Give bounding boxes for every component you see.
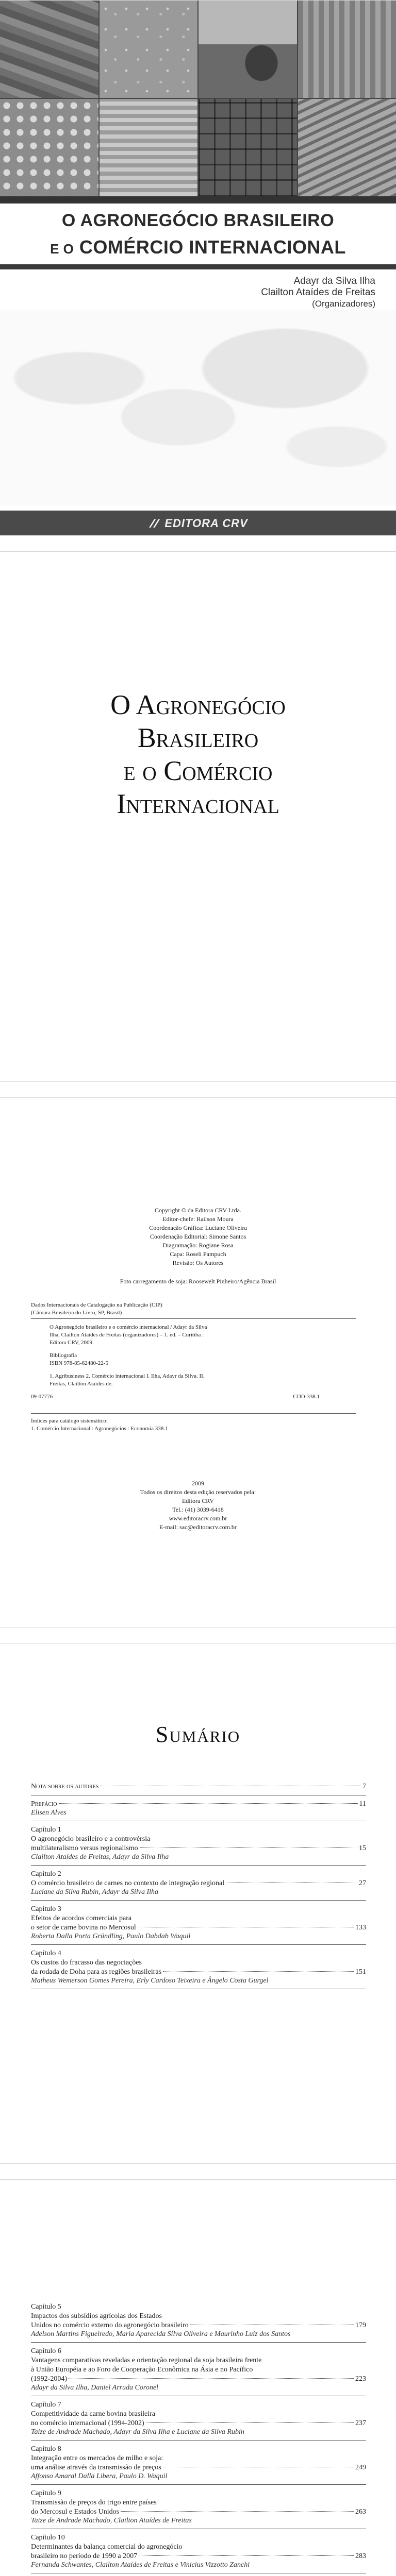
toc-entry-title: da rodada de Doha para as regiões brasileiras [31, 1968, 162, 1976]
catalog-number: 09-07776 [31, 1394, 53, 1400]
catalog-line: Ilha, Clailton Ataídes de Freitas (organizadores) – 1. ed. – Curitiba : [50, 1332, 204, 1338]
publisher-logo [0, 517, 396, 530]
toc-author: Taize de Andrade Machado, Clailton Ataídes de Freitas [31, 2517, 192, 2524]
cover-photo-cattle [199, 1, 297, 98]
cover-title-small-caps: E O [50, 241, 74, 257]
toc-entry-title: uma análise através da transmissão de preços [31, 2464, 161, 2471]
toc-page-number: 179 [355, 2321, 366, 2329]
toc-author: Adayr da Silva Ilha, Daniel Arruda Coronel [31, 2384, 158, 2392]
toc-entry[interactable] [31, 1778, 366, 1795]
publisher-email[interactable]: E-mail: sac@editoracrv.com.br [159, 1523, 237, 1531]
index-block [31, 1417, 340, 1433]
title-line-3: e o Comércio [123, 755, 273, 786]
toc-page-number: 249 [355, 2464, 366, 2471]
toc-author: Elisen Alves [31, 1809, 67, 1817]
title-page-heading [0, 688, 396, 820]
toc-entry-title: no comércio internacional (1994-2002) [31, 2419, 144, 2427]
cip-title: Dados Internacionais de Catalogação na Publicação (CIP) [31, 1302, 162, 1308]
toc-entry-title: brasileiro no período de 1990 a 2007 [31, 2552, 138, 2560]
toc-entry[interactable] [31, 1901, 366, 1945]
toc-page-number: 27 [359, 1879, 366, 1887]
world-map-background [0, 310, 396, 505]
isbn: ISBN 978-85-62480-22-5 [50, 1360, 108, 1366]
toc-chapter-label: Capítulo 7 [31, 2401, 61, 2409]
toc-entry-title: Integração entre os mercados de milho e soja: [31, 2454, 163, 2462]
cip-subtitle: (Câmara Brasileira do Livro, SP, Brasil) [31, 1310, 122, 1316]
credit-line: Coordenação Gráfica: Luciane Oliveira [149, 1224, 247, 1231]
toc-list [31, 1778, 366, 1989]
cover-photo-currency [0, 1, 98, 98]
toc-author: Clailton Ataídes de Freitas, Adayr da Silva Ilha [31, 1853, 169, 1861]
toc-author: Adelson Martins Figueiredo, Maria Aparecida Silva Oliveira e Maurinho Luiz dos Santos [31, 2330, 291, 2338]
book-cover [0, 0, 396, 536]
copyright-page [0, 1097, 396, 1628]
rights-notice: Todos os direitos desta edição reservados pela: [140, 1488, 256, 1496]
publication-year: 2009 [192, 1480, 204, 1487]
toc-page-number: 7 [362, 1783, 366, 1790]
index-rule [31, 1413, 356, 1414]
toc-entry-title: à União Européia e ao Foro de Cooperação Econômica na Ásia e no Pacífico [31, 2366, 253, 2374]
toc-entry-title: do Mercosul e Estados Unidos [31, 2508, 120, 2516]
toc-entry-title: O agronegócio brasileiro e a controvérsia [31, 1835, 151, 1843]
credit-line: Coordenação Editorial: Simone Santos [150, 1233, 246, 1240]
cover-authors [261, 276, 375, 310]
toc-entry[interactable] [31, 2396, 366, 2441]
author-1: Adayr da Silva Ilha [293, 276, 375, 286]
toc-entry-title: Competitividade da carne bovina brasileira [31, 2410, 156, 2418]
cover-title-line-1: O AGRONEGÓCIO BRASILEIRO [61, 211, 335, 230]
publisher-phone: Tel.: (41) 3039-6418 [172, 1506, 224, 1513]
cover-top-bar [0, 196, 396, 204]
cover-photo-container [199, 99, 297, 196]
toc-entry[interactable] [31, 2343, 366, 2396]
toc-line [31, 2507, 366, 2517]
toc-chapter-label: Capítulo 10 [31, 2534, 65, 2541]
toc-entry-title: O comércio brasileiro de carnes no contexto de integração regional [31, 1879, 225, 1887]
toc-entry-title: Efeitos de acordos comerciais para [31, 1914, 132, 1922]
toc-chapter-label: Capítulo 2 [31, 1870, 61, 1878]
toc-page-number: 283 [355, 2552, 366, 2560]
author-2: Clailton Ataídes de Freitas [261, 287, 375, 298]
toc-page-number: 263 [355, 2508, 366, 2516]
toc-author: Taize de Andrade Machado, Adayr da Silva Ilha e Luciane da Silva Rubin [31, 2428, 244, 2436]
toc-entry-title: Unidos no comércio externo do agronegócio brasileiro [31, 2321, 189, 2329]
cover-title-line-2 [0, 236, 396, 258]
summary-continued-page [0, 2179, 396, 2576]
toc-entry[interactable] [31, 2298, 366, 2343]
toc-chapter-label: Capítulo 6 [31, 2347, 61, 2355]
credit-line: Diagramação: Rogiane Rosa [162, 1242, 234, 1249]
catalog-line: O Agronegócio brasileiro e o comércio internacional / Adayr da Silva [50, 1324, 207, 1330]
cdd-code: CDD-338.1 [293, 1394, 320, 1400]
authors-role: (Organizadores) [312, 299, 375, 309]
cip-heading [31, 1301, 340, 1317]
credit-line: Revisão: Os Autores [172, 1259, 224, 1266]
toc-entry[interactable] [31, 2529, 366, 2573]
toc-entry-title: Vantagens comparativas reveladas e orientação regional da soja brasileira frente [31, 2357, 262, 2364]
summary-page [0, 1643, 396, 2164]
toc-line [31, 2419, 366, 2428]
bibliography-label: Bibliografia [50, 1352, 77, 1359]
title-line-4: Internacional [117, 788, 279, 819]
publisher-info [0, 1479, 396, 1532]
toc-author: Affonso Amaral Dalla Libera, Paulo D. Waquil [31, 2472, 168, 2480]
credits-block [0, 1206, 396, 1267]
cover-photo-beans [0, 99, 98, 196]
toc-chapter-label: Capítulo 5 [31, 2303, 61, 2311]
title-line-2: Brasileiro [137, 722, 259, 753]
toc-line [31, 1879, 366, 1888]
toc-entry[interactable] [31, 2441, 366, 2485]
credit-line: Copyright © da Editora CRV Ltda. [155, 1207, 241, 1214]
title-page [0, 551, 396, 1082]
cover-title-rest: COMÉRCIO INTERNACIONAL [74, 236, 346, 258]
cover-photo-corn [100, 99, 198, 196]
toc-entry[interactable] [31, 1866, 366, 1901]
toc-chapter-label: Capítulo 9 [31, 2489, 61, 2497]
catalog-line: Editora CRV, 2009. [50, 1340, 94, 1346]
toc-page-number: 11 [359, 1800, 366, 1808]
toc-line [31, 2552, 366, 2561]
cover-photo-sugarcane [298, 99, 396, 196]
toc-author: Roberta Dalla Porta Gründling, Paulo Dabdab Waquil [31, 1933, 191, 1940]
subjects-line: 1. Agribusiness 2. Comércio internacional I. Ilha, Adayr da Silva. II. [50, 1373, 205, 1379]
toc-chapter-label: Capítulo 4 [31, 1950, 61, 1957]
index-entry: 1. Comércio Internacional : Agronegócios : Economia 338.1 [31, 1426, 168, 1432]
toc-page-number: 151 [355, 1968, 366, 1976]
cover-photo-grain [100, 1, 198, 98]
toc-entry-title: Transmissão de preços do trigo entre países [31, 2499, 157, 2506]
crv-logo-icon [148, 518, 161, 529]
index-title: Índices para catálogo sistemático: [31, 1418, 108, 1424]
credit-line: Editor-chefe: Railson Moura [162, 1215, 234, 1223]
toc-author: Fernanda Schwantes, Clailton Ataídes de Freitas e Vinicius Vizzotto Zanchi [31, 2561, 250, 2569]
toc-line [31, 2375, 366, 2384]
toc-author: Luciane da Silva Rubin, Adayr da Silva Ilha [31, 1888, 159, 1896]
toc-entry-title: Determinantes da balança comercial do agronegócio [31, 2543, 183, 2551]
toc-entry-title: o setor de carne bovina no Mercosul [31, 1924, 136, 1931]
toc-line [31, 1800, 366, 1809]
toc-line [31, 2463, 366, 2472]
publisher-website[interactable]: www.editoracrv.com.br [169, 1515, 227, 1522]
cover-divider [0, 264, 396, 269]
toc-entry-title: Impactos dos subsídios agrícolas dos Estados [31, 2312, 162, 2320]
cip-rule [31, 1318, 356, 1319]
photo-credit: Foto carregamento de soja: Roosewelt Pinheiro/Agência Brasil [120, 1278, 276, 1285]
toc-line [31, 1844, 366, 1853]
toc-page-number: 15 [359, 1844, 366, 1852]
toc-chapter-label: Capítulo 8 [31, 2445, 61, 2453]
toc-chapter-label: Capítulo 3 [31, 1905, 61, 1913]
toc-line [31, 1782, 366, 1791]
cover-photo-field [298, 1, 396, 98]
catalog-codes [31, 1393, 320, 1401]
toc-page-number: 133 [355, 1924, 366, 1931]
toc-list-continued [31, 2298, 366, 2573]
toc-entry[interactable] [31, 2485, 366, 2529]
cover-photo-collage [0, 1, 396, 196]
toc-entry[interactable] [31, 1795, 366, 1821]
toc-entry[interactable] [31, 1821, 366, 1866]
toc-page-number: 223 [355, 2375, 366, 2383]
cow-shape [233, 38, 290, 94]
catalog-record [31, 1324, 340, 1401]
toc-line [31, 1923, 366, 1933]
toc-page-number: 237 [355, 2419, 366, 2427]
toc-entry-title: (1992-2004) [31, 2375, 67, 2383]
toc-chapter-label: Capítulo 1 [31, 1826, 61, 1834]
publisher-name: EDITORA CRV [164, 517, 248, 530]
publisher-name-text: Editora CRV [182, 1497, 214, 1504]
toc-entry-title: multilateralismo versus regionalismo [31, 1844, 138, 1852]
title-line-1: O Agronegócio [110, 689, 286, 720]
toc-entry[interactable] [31, 1945, 366, 1989]
toc-entry-title: Prefácio [31, 1800, 57, 1808]
summary-title: Sumário [155, 1722, 241, 1747]
toc-line [31, 2321, 366, 2330]
toc-entry-title: Nota sobre os autores [31, 1783, 99, 1790]
credit-line: Capa: Roseli Pampuch [170, 1250, 226, 1258]
toc-line [31, 1968, 366, 1977]
toc-entry-title: Os custos do fracasso das negociações [31, 1959, 142, 1967]
subjects-line: Freitas, Clailton Ataídes de. [50, 1381, 113, 1387]
toc-author: Matheus Wemerson Gomes Pereira, Erly Cardoso Teixeira e Ângelo Costa Gurgel [31, 1977, 269, 1985]
